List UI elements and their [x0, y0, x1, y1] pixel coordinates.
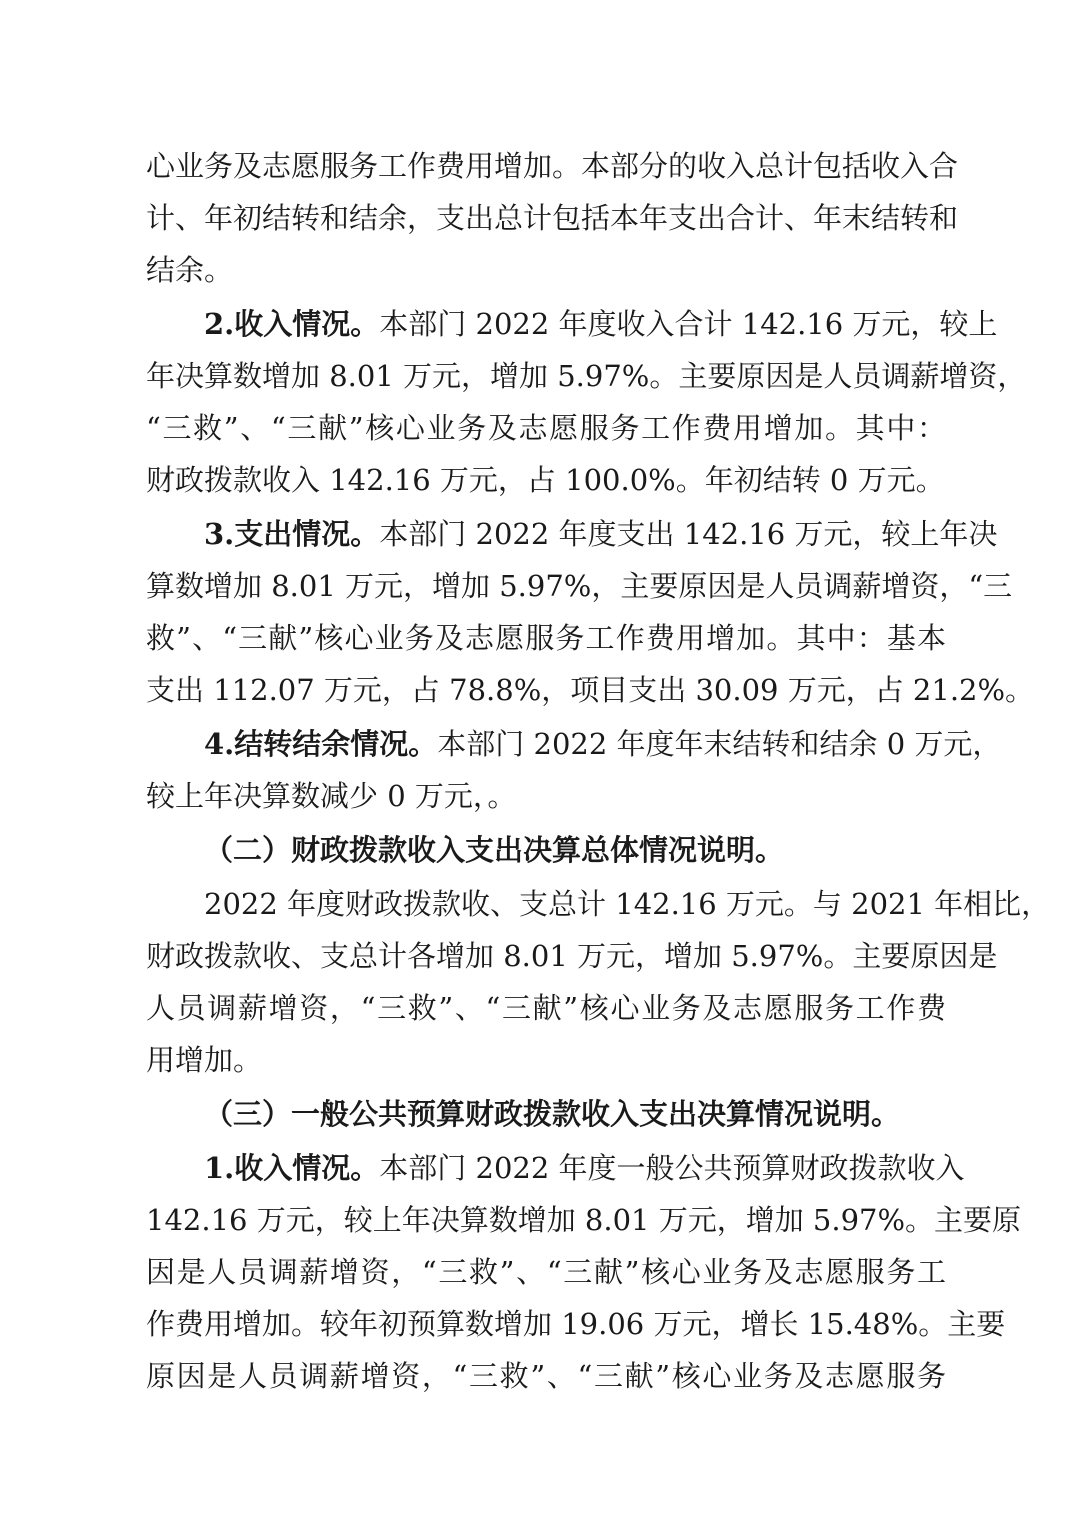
- paragraph-general-budget-income: [146, 1142, 1022, 1402]
- text-line: [146, 1142, 965, 1194]
- text-line: 142.16 万元，较上年决算数增加 8.01 万元，增加 5.97%。主要原: [146, 1203, 1022, 1237]
- paragraph-continuation: [146, 140, 959, 296]
- section-lead: 2.收入情况。: [204, 307, 380, 341]
- text-line: [146, 298, 998, 350]
- section-lead: 1.收入情况。: [204, 1151, 380, 1185]
- text-run: 本部门 2022 年度收入合计 142.16 万元，较上: [379, 307, 998, 341]
- text-line: 财政拨款收入 142.16 万元，占 100.0%。年初结转 0 万元。: [146, 463, 945, 497]
- text-line: 用增加。: [146, 1043, 263, 1077]
- document-page: [146, 140, 1051, 1402]
- section-heading: （二）财政拨款收入支出决算总体情况说明。: [204, 833, 785, 867]
- text-line: 心业务及志愿服务工作费用增加。本部分的收入总计包括收入合: [146, 149, 959, 183]
- text-line: 人员调薪增资，“三救”、“三献”核心业务及志愿服务工作费: [146, 991, 946, 1025]
- text-line: 2022 年度财政拨款收、支总计 142.16 万元。与 2021 年相比，: [204, 887, 1051, 921]
- paragraph-carryover: [146, 718, 1002, 822]
- paragraph-fiscal-overview: [146, 878, 1051, 1086]
- section-lead: 4.结转结余情况。: [204, 727, 438, 761]
- section-lead: 3.支出情况。: [204, 517, 380, 551]
- text-line: [146, 718, 1002, 770]
- text-line: 年决算数增加 8.01 万元，增加 5.97%。主要原因是人员调薪增资，: [146, 359, 1027, 393]
- text-run: 本部门 2022 年度一般公共预算财政拨款收入: [379, 1151, 965, 1185]
- text-line: 原因是人员调薪增资，“三救”、“三献”核心业务及志愿服务: [146, 1359, 946, 1393]
- text-line: 因是人员调薪增资，“三救”、“三献”核心业务及志愿服务工: [146, 1255, 946, 1289]
- paragraph-expenditure: [146, 508, 1035, 716]
- section-heading: （三）一般公共预算财政拨款收入支出决算情况说明。: [204, 1097, 901, 1131]
- text-line: 计、年初结转和结余，支出总计包括本年支出合计、年末结转和: [146, 201, 959, 235]
- text-line: 较上年决算数减少 0 万元，。: [146, 779, 517, 813]
- text-line: 救”、“三献”核心业务及志愿服务工作费用增加。其中：基本: [146, 621, 946, 655]
- text-line: 支出 112.07 万元，占 78.8%，项目支出 30.09 万元，占 21.2%。: [146, 673, 1035, 707]
- text-line: 作费用增加。较年初预算数增加 19.06 万元，增长 15.48%。主要: [146, 1307, 1006, 1341]
- text-line: [146, 508, 998, 560]
- paragraph-income: [146, 298, 1027, 506]
- text-run: 本部门 2022 年度支出 142.16 万元，较上年决: [379, 517, 998, 551]
- text-run: 本部门 2022 年度年末结转和结余 0 万元，: [437, 727, 1002, 761]
- text-line: “三救”、“三献”核心业务及志愿服务工作费用增加。其中：: [146, 411, 946, 445]
- text-line: 算数增加 8.01 万元，增加 5.97%，主要原因是人员调薪增资，“三: [146, 569, 1013, 603]
- text-line: 结余。: [146, 253, 234, 287]
- text-line: 财政拨款收、支总计各增加 8.01 万元，增加 5.97%。主要原因是: [146, 939, 998, 973]
